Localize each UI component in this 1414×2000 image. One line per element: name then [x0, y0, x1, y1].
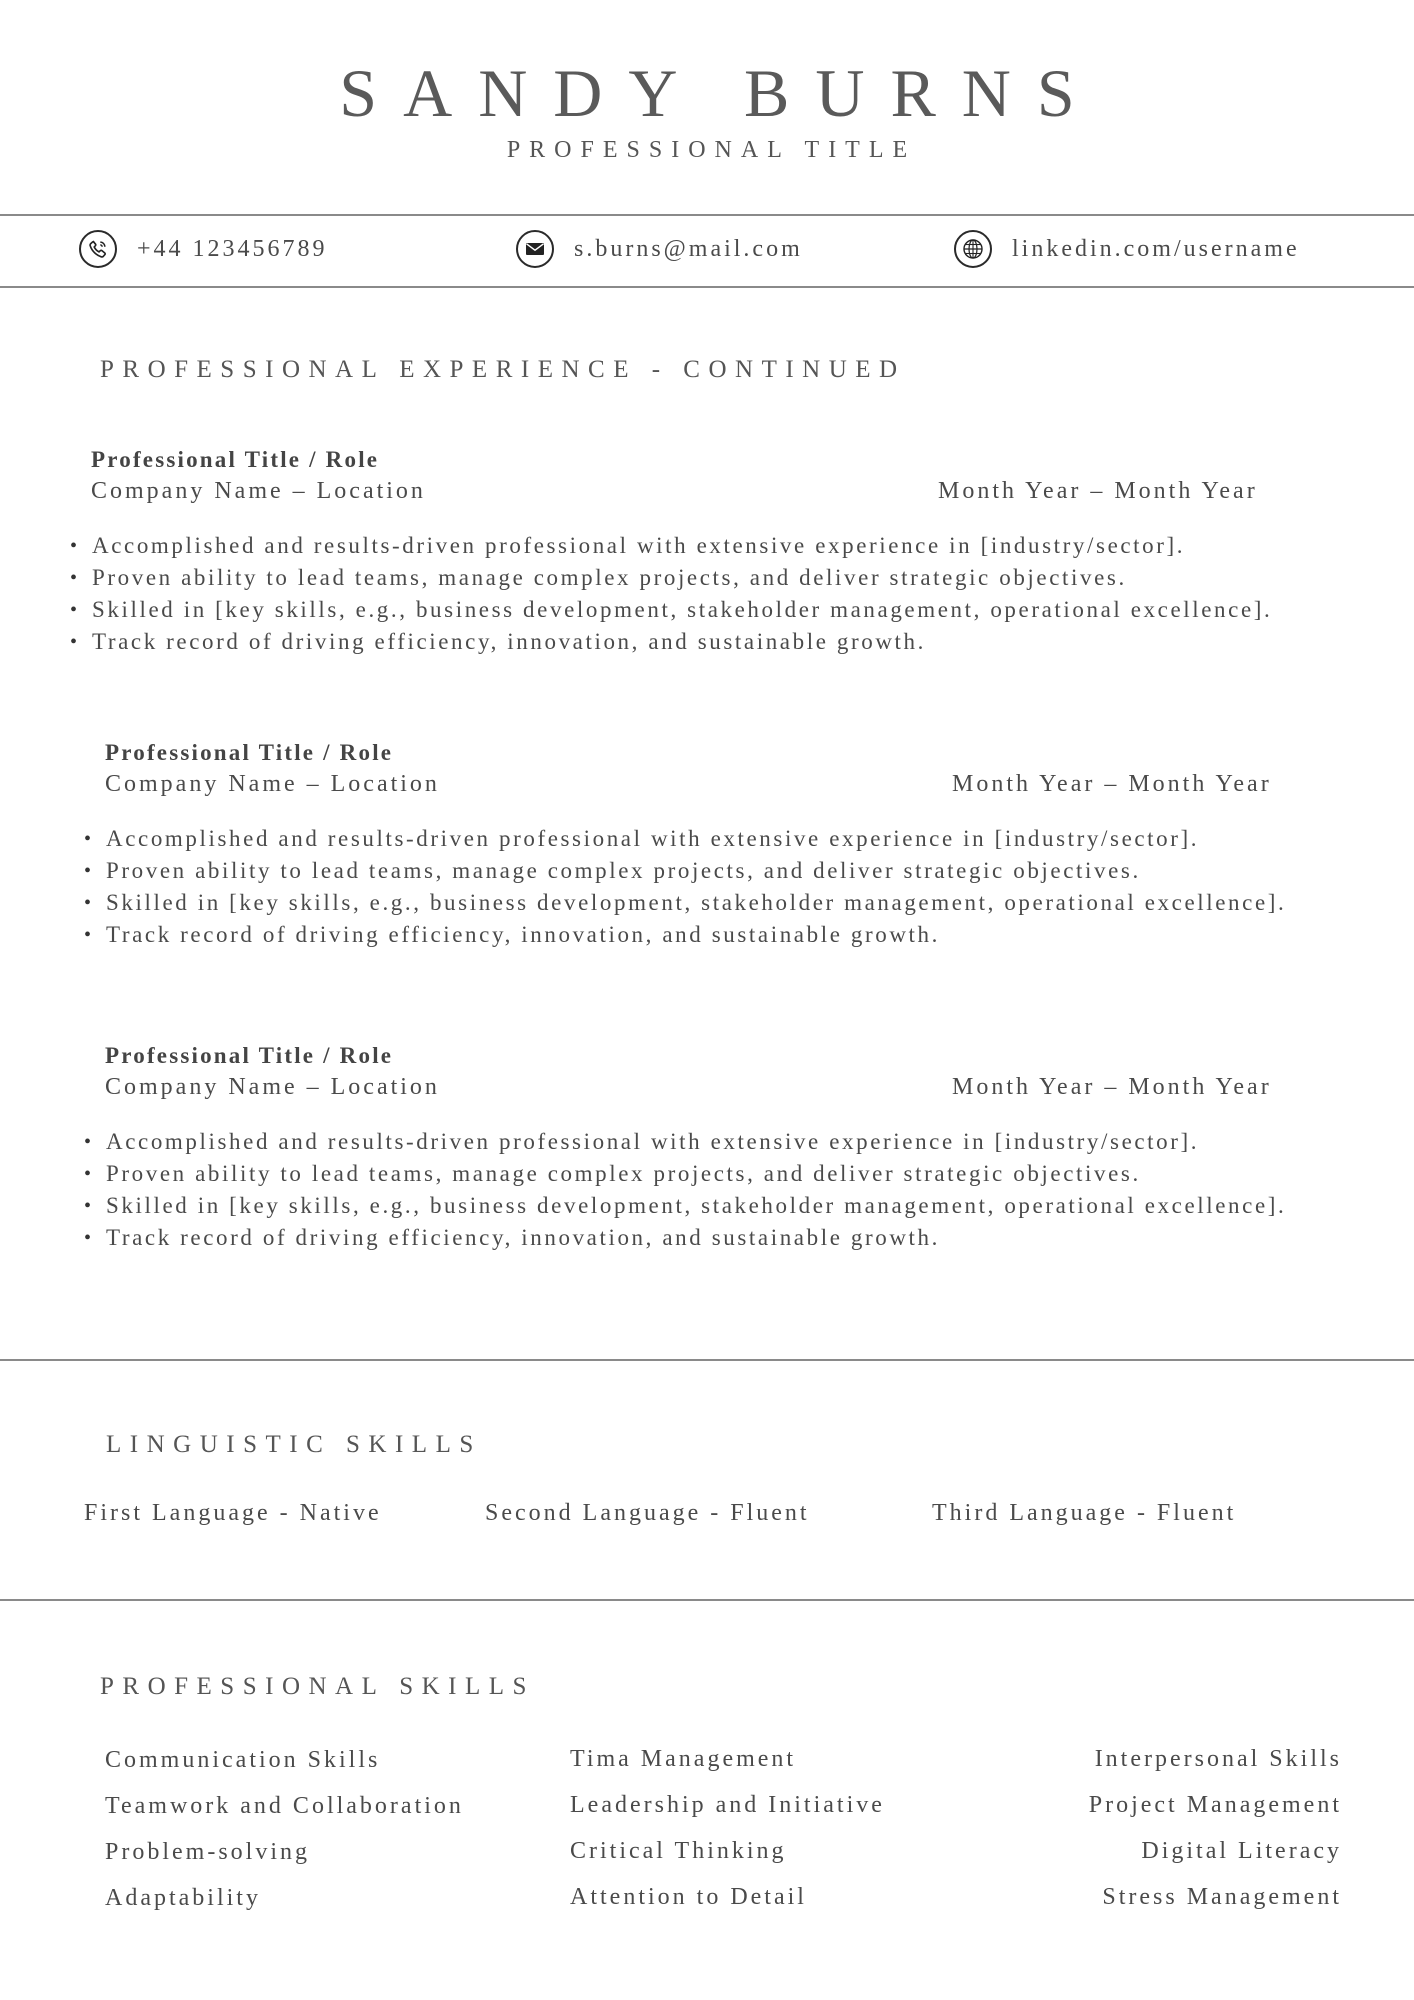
- contact-top-rule: [0, 214, 1414, 216]
- skill-item: Project Management: [1088, 1792, 1342, 1818]
- list-item: • Skilled in [key skills, e.g., business development, stakeholder management, operational excellence].: [70, 597, 1273, 622]
- list-item: • Track record of driving efficiency, innovation, and sustainable growth.: [84, 1225, 940, 1250]
- contact-website: [954, 227, 1300, 271]
- skill-item: Problem-solving: [105, 1839, 310, 1865]
- job-bullet-list: [84, 1126, 1396, 1254]
- skill-item: Interpersonal Skills: [1094, 1746, 1342, 1772]
- email-address[interactable]: s.burns@mail.com: [574, 235, 803, 262]
- job-company: Company Name – Location: [91, 478, 426, 504]
- section-divider: [0, 1359, 1414, 1361]
- job-dates: Month Year – Month Year: [952, 1074, 1272, 1100]
- job-bullet-list: [70, 530, 1392, 658]
- job-bullet-list: [84, 823, 1396, 951]
- skill-item: Leadership and Initiative: [570, 1792, 885, 1818]
- skills-column-left: [105, 1737, 464, 1921]
- phone-icon: [79, 230, 117, 268]
- list-item: • Proven ability to lead teams, manage complex projects, and deliver strategic objectives.: [70, 565, 1127, 590]
- professional-title: PROFESSIONAL TITLE: [506, 137, 917, 163]
- job-company: Company Name – Location: [105, 771, 440, 797]
- skills-heading: PROFESSIONAL SKILLS: [100, 1673, 535, 1700]
- list-item: • Accomplished and results-driven professional with extensive experience in [industry/sector].: [84, 826, 1200, 851]
- skill-item: Tima Management: [570, 1746, 797, 1772]
- skill-item: Digital Literacy: [1141, 1838, 1342, 1864]
- globe-icon: [954, 230, 992, 268]
- skill-item: Attention to Detail: [570, 1884, 807, 1910]
- language-item: First Language - Native: [84, 1500, 382, 1526]
- job-role: Professional Title / Role: [105, 740, 394, 765]
- job-dates: Month Year – Month Year: [952, 771, 1272, 797]
- list-item: • Track record of driving efficiency, innovation, and sustainable growth.: [84, 922, 940, 947]
- contact-email: [516, 227, 803, 271]
- skill-item: Adaptability: [105, 1885, 261, 1911]
- list-item: • Accomplished and results-driven professional with extensive experience in [industry/sector].: [70, 533, 1186, 558]
- language-item: Second Language - Fluent: [485, 1500, 810, 1526]
- job-dates: Month Year – Month Year: [938, 478, 1258, 504]
- contact-phone: [79, 227, 328, 271]
- job-company: Company Name – Location: [105, 1074, 440, 1100]
- skill-item: Teamwork and Collaboration: [105, 1793, 464, 1819]
- list-item: • Proven ability to lead teams, manage complex projects, and deliver strategic objectives.: [84, 1161, 1141, 1186]
- skills-column-right: [1089, 1736, 1342, 1920]
- list-item: • Proven ability to lead teams, manage complex projects, and deliver strategic objectives.: [84, 858, 1141, 883]
- language-item: Third Language - Fluent: [932, 1500, 1237, 1526]
- phone-number: +44 123456789: [137, 235, 328, 262]
- job-role: Professional Title / Role: [91, 447, 380, 472]
- skills-column-middle: [570, 1736, 885, 1920]
- contact-bottom-rule: [0, 286, 1414, 288]
- languages-heading: LINGUISTIC SKILLS: [106, 1431, 482, 1458]
- experience-heading: PROFESSIONAL EXPERIENCE - CONTINUED: [100, 356, 906, 383]
- section-divider: [0, 1599, 1414, 1601]
- candidate-name: SANDY BURNS: [339, 55, 1101, 131]
- list-item: • Skilled in [key skills, e.g., business development, stakeholder management, operational excellence].: [84, 1193, 1287, 1218]
- skill-item: Critical Thinking: [570, 1838, 787, 1864]
- list-item: • Accomplished and results-driven professional with extensive experience in [industry/sector].: [84, 1129, 1200, 1154]
- list-item: • Skilled in [key skills, e.g., business development, stakeholder management, operational excellence].: [84, 890, 1287, 915]
- skill-item: Stress Management: [1102, 1884, 1342, 1910]
- skill-item: Communication Skills: [105, 1747, 381, 1773]
- mail-icon: [516, 230, 554, 268]
- website-link[interactable]: linkedin.com/username: [1012, 235, 1300, 262]
- job-role: Professional Title / Role: [105, 1043, 394, 1068]
- list-item: • Track record of driving efficiency, innovation, and sustainable growth.: [70, 629, 926, 654]
